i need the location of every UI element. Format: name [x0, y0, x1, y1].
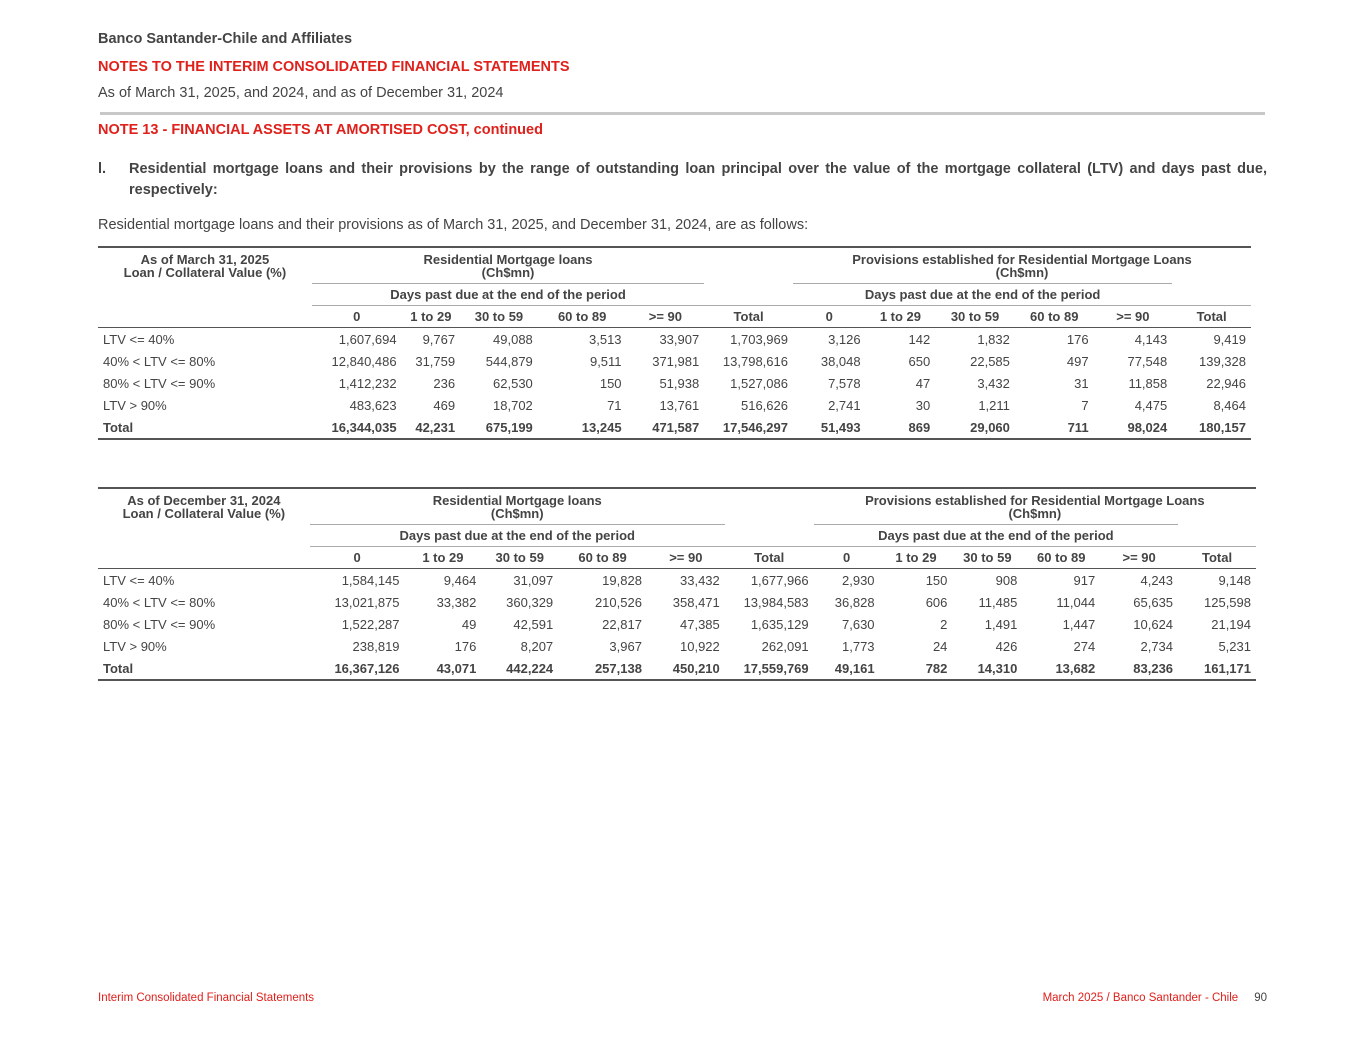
- subheader-days-past-due: Days past due at the end of the period: [814, 525, 1178, 547]
- table-cell: 606: [925, 594, 948, 610]
- corner-line2: Loan / Collateral Value (%): [122, 506, 286, 521]
- table-cell: 257,138: [558, 657, 647, 680]
- column-header: 30 to 59: [935, 306, 1015, 328]
- table-cell: 1,527,086: [730, 375, 788, 391]
- table-cell: 13,984,583: [743, 594, 809, 610]
- table-cell: 782: [880, 657, 953, 680]
- column-header: 30 to 59: [481, 547, 558, 569]
- table-cell: 77,548: [1127, 353, 1168, 369]
- table-cell: 33,382: [436, 594, 477, 610]
- column-header: 1 to 29: [880, 547, 953, 569]
- table-cell: 12,840,486: [331, 353, 397, 369]
- page-number: 90: [1254, 992, 1267, 1004]
- column-header: >= 90: [1100, 547, 1178, 569]
- footer-left: Interim Consolidated Financial Statements: [98, 992, 315, 1004]
- table-cell: 9,148: [1218, 572, 1251, 588]
- table-cell: 650: [908, 353, 931, 369]
- table-cell: 2,734: [1140, 638, 1174, 654]
- table-cell: 16,344,035: [312, 416, 402, 439]
- row-label: Total: [98, 657, 310, 680]
- table-cell: 238,819: [352, 638, 400, 654]
- row-label: Total: [98, 416, 312, 439]
- table-cell: 180,157: [1172, 416, 1251, 439]
- table-cell: 4,243: [1140, 572, 1174, 588]
- table-cell: 51,493: [793, 416, 866, 439]
- subheader-days-past-due: Days past due at the end of the period: [312, 284, 704, 306]
- table-cell: 3,126: [828, 331, 861, 347]
- column-header: >= 90: [647, 547, 725, 569]
- header-spacer: [704, 284, 793, 306]
- column-header: 60 to 89: [558, 547, 647, 569]
- corner-line1: As of March 31, 2025: [140, 252, 270, 267]
- table-cell: 483,623: [349, 397, 397, 413]
- table-row: [98, 416, 1251, 439]
- table-cell: 371,981: [652, 353, 700, 369]
- table-cell: 11,044: [1056, 594, 1096, 610]
- column-header: 1 to 29: [866, 306, 936, 328]
- row-label: LTV <= 40%: [103, 572, 175, 588]
- table-cell: 19,828: [602, 572, 642, 588]
- table-cell: 98,024: [1094, 416, 1173, 439]
- table-cell: 176: [1066, 331, 1089, 347]
- table-cell: 22,817: [602, 616, 642, 632]
- table-cell: 51,938: [659, 375, 700, 391]
- column-header: 0: [814, 547, 880, 569]
- table-cell: 10,922: [680, 638, 720, 654]
- table-cell: 917: [1073, 572, 1096, 588]
- group-header-line1: Provisions established for Residential Mortgage Loans: [852, 252, 1192, 267]
- header-spacer: [1172, 284, 1251, 306]
- table-cell: 47,385: [680, 616, 720, 632]
- table-cell: 21,194: [1211, 616, 1251, 632]
- march-2025-table: [98, 246, 1251, 440]
- group-header-line1: Provisions established for Residential Mortgage Loans: [865, 493, 1205, 508]
- table-cell: 22,946: [1206, 375, 1246, 391]
- table-row: [98, 635, 1256, 657]
- table-cell: 1,607,694: [338, 331, 397, 347]
- table-cell: 1,773: [842, 638, 875, 654]
- table-cell: 675,199: [460, 416, 538, 439]
- table-cell: 210,526: [594, 594, 642, 610]
- row-label: LTV > 90%: [103, 397, 167, 413]
- as-of-date: As of March 31, 2025, and 2024, and as of December 31, 2024: [98, 85, 504, 101]
- table-cell: 469: [433, 397, 456, 413]
- header-spacer: [1178, 525, 1256, 547]
- table-cell: 7: [1081, 397, 1089, 413]
- group-header-line2: (Ch$mn): [1008, 506, 1062, 521]
- table-cell: 33,432: [680, 572, 720, 588]
- table-row: [98, 613, 1256, 635]
- group-header-loans: [312, 247, 704, 284]
- section-heading: [98, 159, 1267, 201]
- column-header: Total: [1172, 306, 1251, 328]
- column-header: 30 to 59: [460, 306, 538, 328]
- table-cell: 711: [1015, 416, 1094, 439]
- table-cell: 442,224: [481, 657, 558, 680]
- table-cell: 62,530: [493, 375, 533, 391]
- table-cell: 358,471: [672, 594, 720, 610]
- table-cell: 33,907: [659, 331, 700, 347]
- table-cell: 9,511: [589, 353, 622, 369]
- row-label: 80% < LTV <= 90%: [103, 616, 216, 632]
- table-cell: 49,088: [493, 331, 533, 347]
- section-text: Residential mortgage loans and their provisions by the range of outstanding loan principal over the value of the mortgage collateral (LTV) and days past due, respectively:: [129, 161, 1267, 198]
- intro-text: Residential mortgage loans and their provisions as of March 31, 2025, and December 31, 2024, are as follows:: [98, 217, 809, 233]
- table-cell: 14,310: [952, 657, 1022, 680]
- table-cell: 24: [932, 638, 948, 654]
- table-cell: 11,485: [978, 594, 1018, 610]
- column-header: 1 to 29: [402, 306, 461, 328]
- table-cell: 65,635: [1133, 594, 1174, 610]
- table-cell: 18,702: [493, 397, 533, 413]
- table-cell: 22,585: [970, 353, 1010, 369]
- column-header: Total: [704, 306, 793, 328]
- column-header: >= 90: [627, 306, 705, 328]
- table-cell: 1,447: [1062, 616, 1096, 632]
- table-cell: 9,464: [443, 572, 477, 588]
- column-header: 60 to 89: [1022, 547, 1100, 569]
- table-cell: 17,546,297: [704, 416, 793, 439]
- table-cell: 31,759: [415, 353, 456, 369]
- table-row: [98, 394, 1251, 416]
- table-cell: 13,798,616: [722, 353, 788, 369]
- table-cell: 4,475: [1134, 397, 1168, 413]
- column-header: Total: [1178, 547, 1256, 569]
- table-row: [98, 657, 1256, 680]
- table-row: [98, 372, 1251, 394]
- column-header: 60 to 89: [538, 306, 627, 328]
- table-cell: 1,522,287: [341, 616, 400, 632]
- column-header: Total: [725, 547, 814, 569]
- table-cell: 1,677,966: [750, 572, 809, 588]
- row-label: LTV <= 40%: [103, 331, 175, 347]
- column-header: 60 to 89: [1015, 306, 1094, 328]
- table-row: [98, 350, 1251, 372]
- table-cell: 13,245: [538, 416, 627, 439]
- table-cell: 3,967: [609, 638, 642, 654]
- table-cell: 29,060: [935, 416, 1015, 439]
- row-label: 40% < LTV <= 80%: [103, 594, 216, 610]
- table-cell: 176: [454, 638, 477, 654]
- table-cell: 31,097: [513, 572, 554, 588]
- table-cell: 8,207: [520, 638, 554, 654]
- table-cell: 3,432: [977, 375, 1010, 391]
- table-cell: 38,048: [820, 353, 861, 369]
- group-header-loans: [310, 488, 725, 525]
- table-cell: 13,682: [1022, 657, 1100, 680]
- table-cell: 71: [607, 397, 622, 413]
- table-row: [98, 328, 1251, 351]
- table-cell: 360,329: [506, 594, 554, 610]
- subheader-days-past-due: Days past due at the end of the period: [310, 525, 725, 547]
- row-label: LTV > 90%: [103, 638, 167, 654]
- section-label: l.: [98, 161, 107, 177]
- table-cell: 9,767: [422, 331, 456, 347]
- table-cell: 30: [915, 397, 931, 413]
- table-cell: 2,930: [842, 572, 875, 588]
- table-cell: 1,491: [984, 616, 1018, 632]
- column-header: 0: [310, 547, 405, 569]
- table-row: [98, 591, 1256, 613]
- table-cell: 13,761: [659, 397, 700, 413]
- group-header-line2: (Ch$mn): [995, 265, 1049, 280]
- table-cell: 139,328: [1199, 353, 1246, 369]
- column-header: 1 to 29: [405, 547, 482, 569]
- table-cell: 497: [1066, 353, 1089, 369]
- table-cell: 10,624: [1133, 616, 1174, 632]
- table-cell: 49: [461, 616, 477, 632]
- table-cell: 1,584,145: [341, 572, 400, 588]
- table-row: [98, 569, 1256, 592]
- table-cell: 1,412,232: [338, 375, 397, 391]
- table-cell: 9,419: [1213, 331, 1246, 347]
- table-cell: 274: [1073, 638, 1096, 654]
- header-spacer: [725, 488, 814, 525]
- table-cell: 7,578: [828, 375, 861, 391]
- company-name: Banco Santander-Chile and Affiliates: [98, 31, 353, 47]
- table-cell: 150: [599, 375, 622, 391]
- table-cell: 236: [433, 375, 456, 391]
- table-cell: 8,464: [1213, 397, 1246, 413]
- note-title: NOTE 13 - FINANCIAL ASSETS AT AMORTISED COST, continued: [98, 122, 543, 138]
- table-cell: 36,828: [834, 594, 875, 610]
- column-header: 0: [312, 306, 402, 328]
- table-corner-header: [98, 247, 312, 328]
- table-cell: 544,879: [485, 353, 533, 369]
- table-cell: 2,741: [828, 397, 861, 413]
- table-cell: 262,091: [761, 638, 809, 654]
- table-cell: 142: [908, 331, 931, 347]
- december-2024-table: [98, 487, 1256, 681]
- group-header-line2: (Ch$mn): [481, 265, 535, 280]
- table-cell: 471,587: [627, 416, 705, 439]
- header-spacer: [704, 247, 793, 284]
- group-header-provisions: [793, 247, 1251, 284]
- group-header-line2: (Ch$mn): [490, 506, 544, 521]
- table-cell: 7,630: [842, 616, 875, 632]
- footer-report-label: March 2025 / Banco Santander - Chile: [1042, 992, 1239, 1004]
- column-header: >= 90: [1094, 306, 1173, 328]
- table-cell: 83,236: [1100, 657, 1178, 680]
- table-cell: 426: [995, 638, 1018, 654]
- header-divider: [100, 112, 1265, 115]
- row-label: 40% < LTV <= 80%: [103, 353, 216, 369]
- table-cell: 5,231: [1218, 638, 1251, 654]
- table-cell: 42,591: [513, 616, 554, 632]
- table-cell: 150: [925, 572, 948, 588]
- table-cell: 2: [940, 616, 948, 632]
- group-header-line1: Residential Mortgage loans: [423, 252, 593, 267]
- table-cell: 1,703,969: [730, 331, 788, 347]
- subheader-days-past-due: Days past due at the end of the period: [793, 284, 1172, 306]
- table-cell: 161,171: [1178, 657, 1256, 680]
- table-cell: 49,161: [814, 657, 880, 680]
- table-cell: 13,021,875: [334, 594, 400, 610]
- footer-right: [1043, 992, 1267, 1004]
- table-cell: 908: [995, 572, 1018, 588]
- corner-line1: As of December 31, 2024: [127, 493, 281, 508]
- table-corner-header: [98, 488, 310, 569]
- table-cell: 42,231: [402, 416, 461, 439]
- table-cell: 47: [915, 375, 931, 391]
- row-label: 80% < LTV <= 90%: [103, 375, 216, 391]
- table-cell: 125,598: [1204, 594, 1251, 610]
- table-cell: 516,626: [740, 397, 788, 413]
- table-cell: 1,211: [978, 397, 1010, 413]
- table-cell: 4,143: [1134, 331, 1168, 347]
- table-cell: 16,367,126: [310, 657, 405, 680]
- header-spacer: [725, 525, 814, 547]
- group-header-line1: Residential Mortgage loans: [432, 493, 602, 508]
- notes-title: NOTES TO THE INTERIM CONSOLIDATED FINANCIAL STATEMENTS: [98, 59, 570, 75]
- table-cell: 31: [1074, 375, 1089, 391]
- table-cell: 1,635,129: [750, 616, 809, 632]
- table-cell: 43,071: [405, 657, 482, 680]
- group-header-provisions: [814, 488, 1256, 525]
- table-cell: 3,513: [589, 331, 622, 347]
- column-header: 30 to 59: [952, 547, 1022, 569]
- table-cell: 869: [866, 416, 936, 439]
- table-cell: 1,832: [977, 331, 1010, 347]
- table-cell: 450,210: [647, 657, 725, 680]
- table-cell: 11,858: [1128, 375, 1168, 391]
- corner-line2: Loan / Collateral Value (%): [123, 265, 287, 280]
- table-cell: 17,559,769: [725, 657, 814, 680]
- column-header: 0: [793, 306, 866, 328]
